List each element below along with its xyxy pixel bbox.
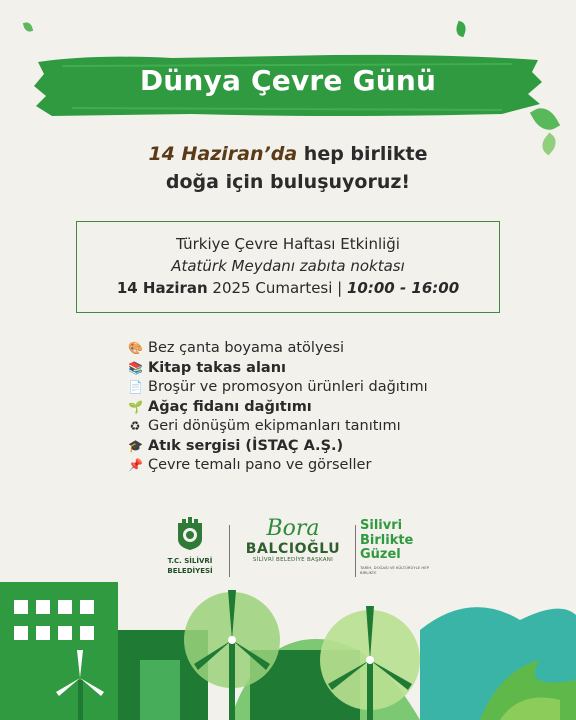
leaf-icon [23,21,33,33]
event-date-rest: 2025 Cumartesi | [207,279,347,297]
palette-icon: 🎨 [128,341,143,355]
mayor-logo [236,517,350,563]
activity-label: Kitap takas alanı [148,359,287,376]
event-time: 10:00 - 16:00 [347,279,460,297]
recycle-icon: ♻ [129,419,141,433]
subtitle-highlight: 14 Haziran’da [148,143,298,165]
leaf-icon [454,21,468,38]
mayor-role: SİLİVRİ BELEDİYE BAŞKANI [252,557,334,563]
event-name: Türkiye Çevre Haftası Etkinliği [176,235,400,253]
subtitle-line1: hep birlikte [297,143,428,165]
event-info-box [76,221,500,313]
activity-label: Bez çanta boyama atölyesi [148,340,345,356]
mayor-name: BALCIOĞLU [245,541,341,557]
list-item [128,339,428,359]
municipality-emblem-icon [176,515,204,551]
list-item [128,437,428,457]
activity-label: Çevre temalı pano ve görseller [148,457,372,473]
event-datetime [77,277,499,299]
activities-list [128,339,428,476]
activity-label: Geri dönüşüm ekipmanları tanıtımı [148,418,401,434]
activity-label: Atık sergisi (İSTAÇ A.Ş.) [148,437,344,454]
subtitle [0,140,576,196]
mayor-signature: Bora [266,516,320,541]
city-turbine-illustration [0,560,576,720]
event-location: Atatürk Meydanı zabıta noktası [171,257,405,275]
slogan-small: TARİH, DOĞASI VE KÜLTÜRÜYLE HEP BİRLİKTE [360,564,429,575]
slogan-line1: Silivri [360,518,403,533]
municipality-line1: T.C. SİLİVRİ [167,557,213,565]
activity-label: Ağaç fidanı dağıtımı [148,398,312,415]
municipality-line2: BELEDİYESİ [167,567,213,575]
page-title: Dünya Çevre Günü [139,64,437,97]
event-date: 14 Haziran [116,279,208,297]
activity-label: Broşür ve promosyon ürünleri dağıtımı [148,379,428,395]
list-item [128,398,428,418]
list-item [128,456,428,476]
brochure-icon: 📄 [128,380,143,394]
list-item [128,378,428,398]
pushpin-icon: 📌 [128,458,143,472]
list-item [128,417,428,437]
subtitle-line2: doğa için buluşuyoruz! [165,171,411,193]
books-icon: 📚 [128,360,143,375]
slogan-line3: Güzel [360,547,401,562]
seedling-icon: 🌱 [128,399,143,414]
graduation-cap-icon: 🎓 [128,438,143,453]
list-item [128,359,428,379]
slogan-line2: Birlikte [360,532,414,548]
